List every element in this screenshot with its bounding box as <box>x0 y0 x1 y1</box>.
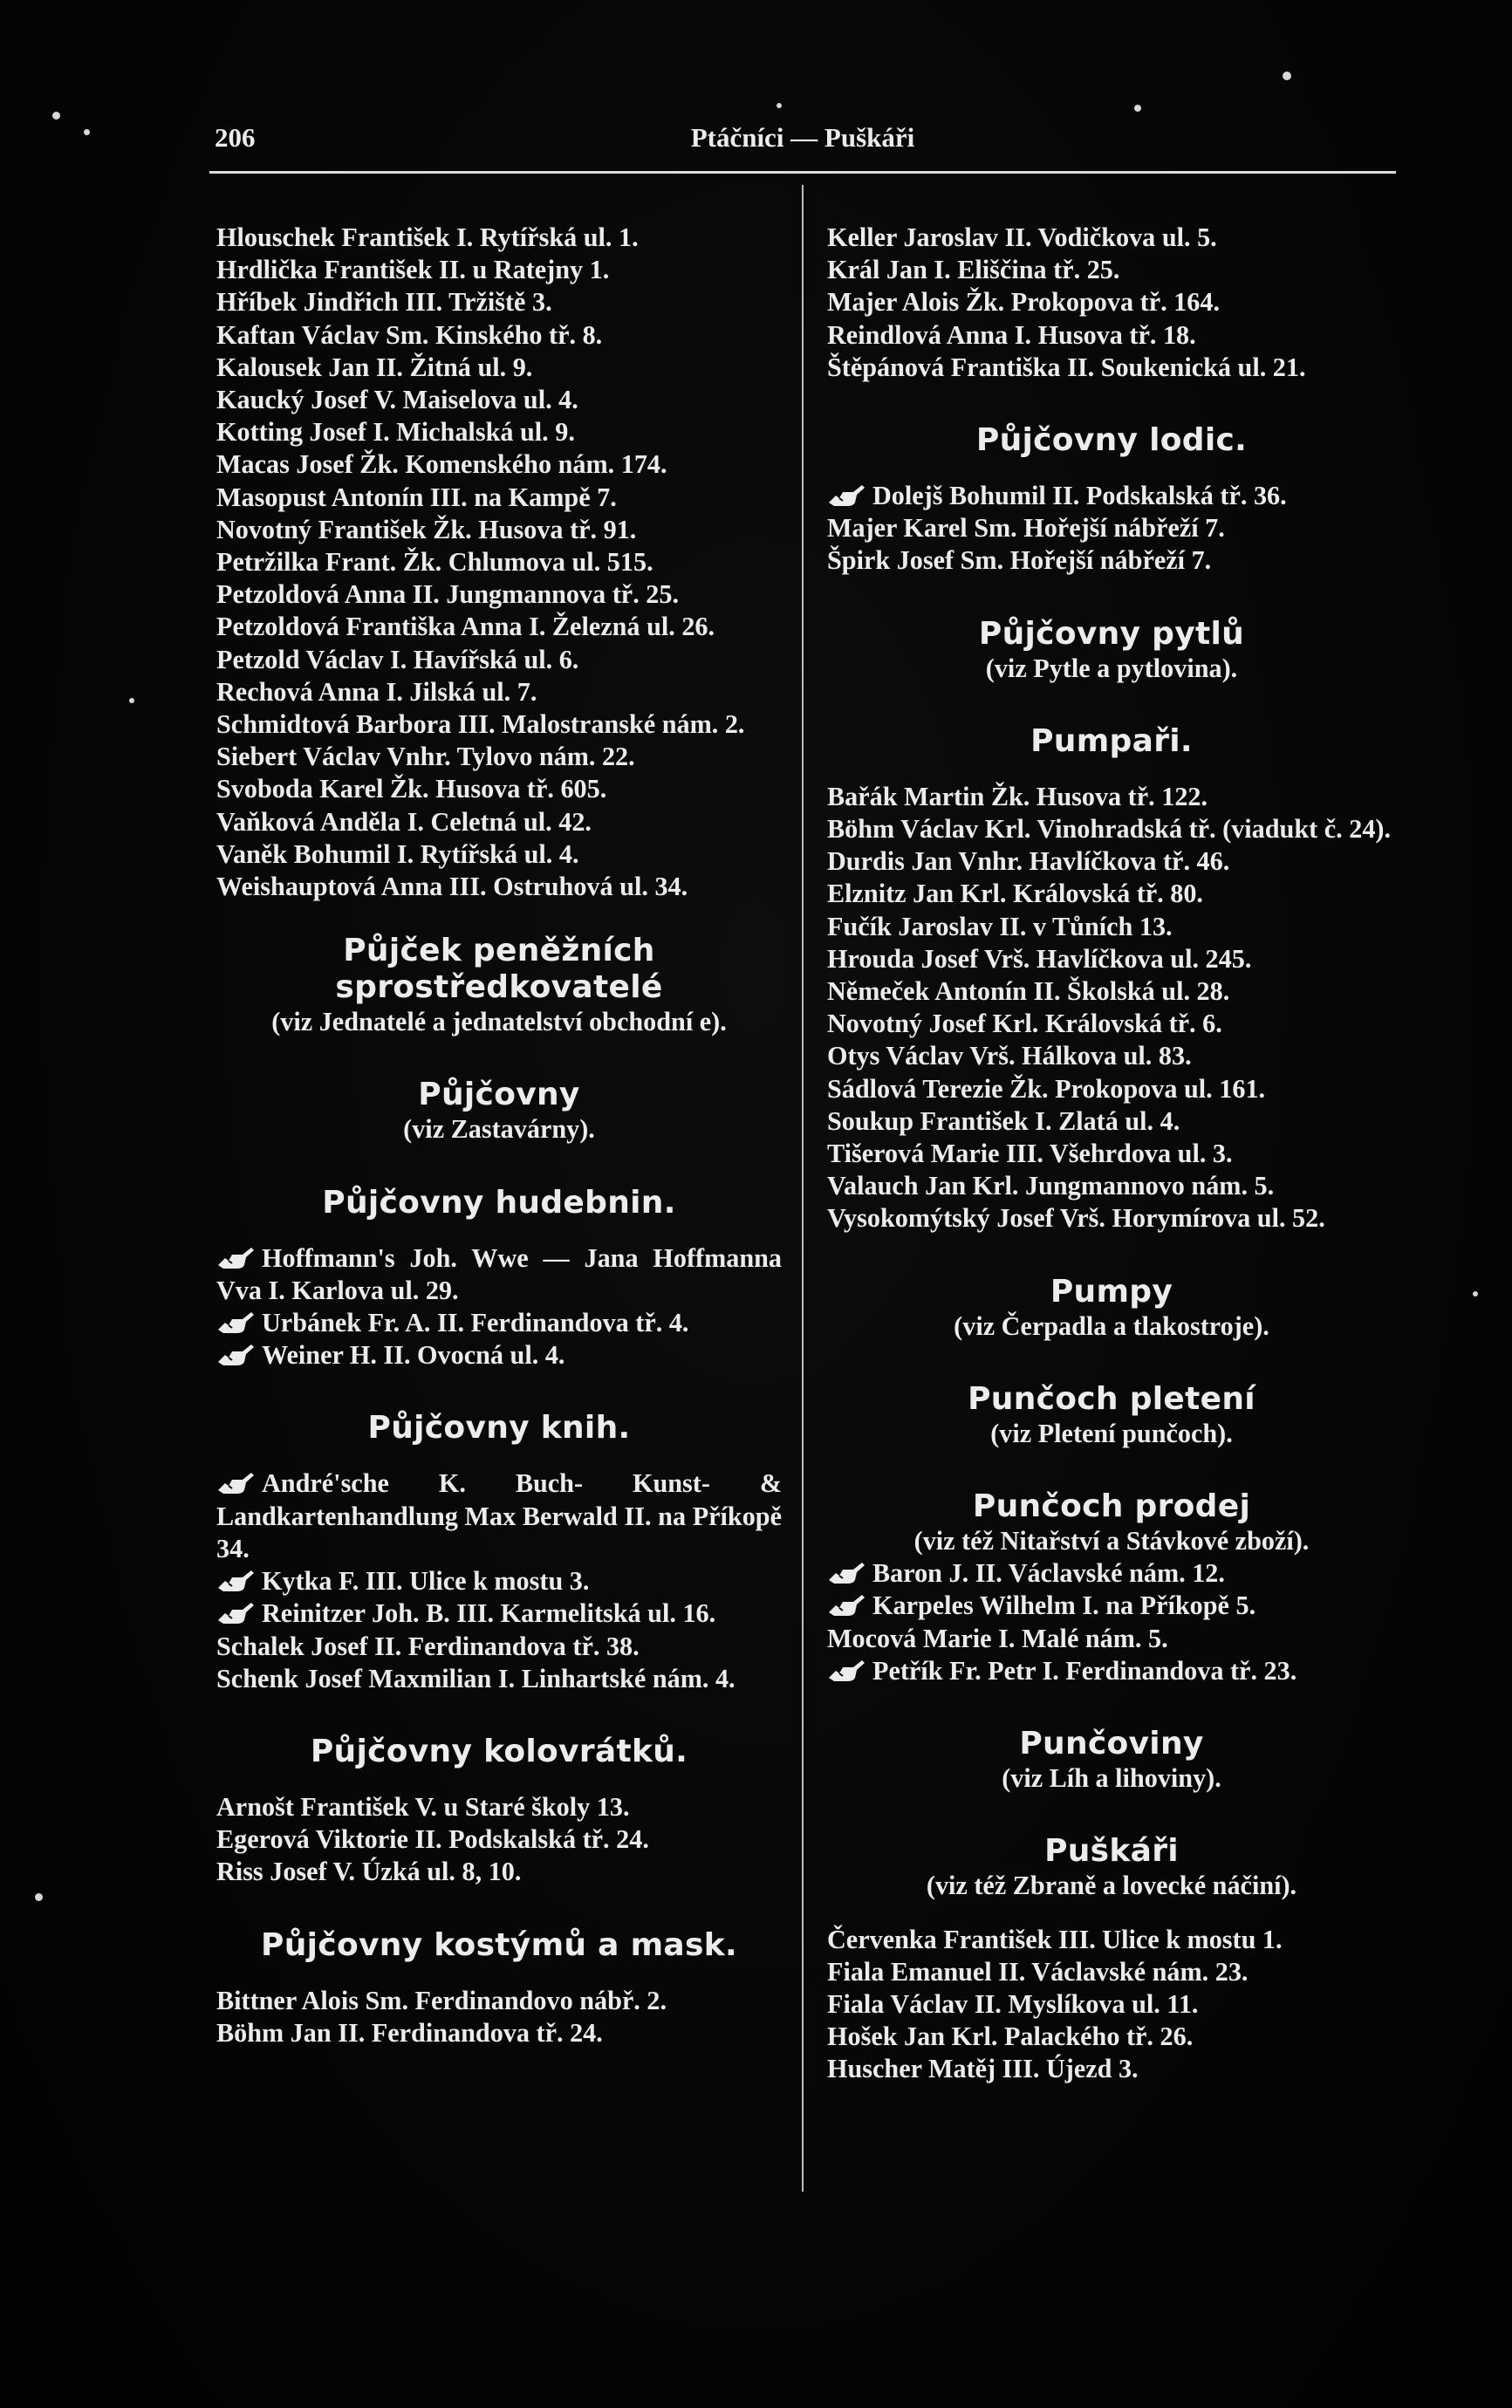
section-heading <box>827 1274 1396 1310</box>
heading-text: Půjčovny pytlů <box>978 615 1245 652</box>
entry-text: Böhm Václav Krl. Vinohradská tř. (viadukt č. 24). <box>827 814 1392 845</box>
entry-text: Weishauptová Anna III. Ostruhová ul. 34. <box>216 872 688 902</box>
entry-text: Otys Václav Vrš. Hálkova ul. 83. <box>827 1041 1192 1071</box>
entry-text: Karpeles Wilhelm I. na Příkopě 5. <box>872 1591 1256 1621</box>
directory-entry <box>827 1623 1396 1655</box>
pointing-hand-icon <box>827 1559 867 1585</box>
directory-entry <box>827 1956 1396 1988</box>
entry-text: Majer Karel Sm. Hořejší nábřeží 7. <box>827 513 1225 544</box>
directory-entry <box>827 878 1396 910</box>
directory-entry <box>827 975 1396 1008</box>
speck <box>35 1893 43 1901</box>
entry-text: Huscher Matěj III. Újezd 3. <box>827 2054 1139 2084</box>
directory-entry <box>216 448 782 481</box>
directory-entry <box>216 1791 782 1823</box>
entry-text: Petřík Fr. Petr I. Ferdinandova tř. 23. <box>872 1655 1297 1686</box>
section-heading <box>827 1381 1396 1418</box>
entry-text: Petzoldová Františka Anna I. Železná ul. 26. <box>216 612 715 642</box>
page-header <box>209 122 1396 161</box>
directory-entry <box>827 813 1396 845</box>
spacer <box>216 1695 782 1734</box>
directory-entry <box>216 676 782 708</box>
directory-entry <box>216 286 782 318</box>
reference-text: (viz též Nitařství a Stávkové zboží). <box>913 1526 1310 1556</box>
directory-entry <box>216 611 782 643</box>
directory-entry <box>216 546 782 578</box>
entry-text: Weiner H. II. Ovocná ul. 4. <box>262 1340 565 1371</box>
directory-entry <box>216 2017 782 2049</box>
entry-text: Urbánek Fr. A. II. Ferdinandova tř. 4. <box>262 1308 689 1338</box>
entry-text: Rechová Anna I. Jilská ul. 7. <box>216 676 537 707</box>
cross-reference <box>216 1113 782 1146</box>
spacer <box>827 760 1396 781</box>
section-heading <box>827 1488 1396 1525</box>
entry-text: Arnošt František V. u Staré školy 13. <box>216 1791 630 1822</box>
directory-entry <box>827 1924 1396 1956</box>
heading-text: Půjčovny kolovrátků. <box>310 1733 688 1769</box>
section-heading <box>216 1734 782 1770</box>
directory-entry <box>216 741 782 773</box>
entry-text: Červenka František III. Ulice k mostu 1. <box>827 1924 1283 1954</box>
entry-text: André'sche K. Buch- Kunst- & Landkartenhandlung Max Berwald II. na Příkopě 34. <box>216 1468 782 1563</box>
directory-entry <box>216 806 782 838</box>
directory-entry <box>216 482 782 514</box>
directory-entry <box>216 644 782 676</box>
entry-text: Bittner Alois Sm. Ferdinandovo nábř. 2. <box>216 1985 667 2015</box>
spacer <box>827 685 1396 723</box>
section-heading <box>216 1410 782 1447</box>
entry-text: Špirk Josef Sm. Hořejší nábřeží 7. <box>827 545 1212 576</box>
heading-text: Puškáři <box>1044 1833 1179 1870</box>
spacer <box>216 903 782 933</box>
entry-text: Keller Jaroslav II. Vodičkova ul. 5. <box>827 222 1217 252</box>
spacer <box>216 1221 782 1242</box>
entry-text: Hrdlička František II. u Ratejny 1. <box>216 255 610 285</box>
section-heading <box>216 933 782 1006</box>
entry-text: Fiala Václav II. Myslíkova ul. 11. <box>827 1988 1199 2019</box>
entry-text: Vaňková Anděla I. Celetná ul. 42. <box>216 806 592 837</box>
section-heading <box>827 616 1396 653</box>
directory-entry <box>827 845 1396 878</box>
entry-text: Egerová Viktorie II. Podskalská tř. 24. <box>216 1824 649 1855</box>
heading-text: Půjčovny hudebnin. <box>322 1184 676 1221</box>
entry-text: Dolejš Bohumil II. Podskalská tř. 36. <box>872 481 1287 511</box>
left-column <box>216 222 782 2049</box>
directory-entry <box>827 1170 1396 1202</box>
spacer <box>827 578 1396 616</box>
directory-entry <box>216 1985 782 2017</box>
reference-text: (viz Čerpadla a tlakostroje). <box>954 1310 1269 1341</box>
directory-entry <box>827 2053 1396 2085</box>
directory-entry <box>827 254 1396 286</box>
directory-entry <box>827 911 1396 943</box>
directory-entry <box>827 1008 1396 1040</box>
entry-text: Sádlová Terezie Žk. Prokopova ul. 161. <box>827 1073 1266 1104</box>
running-head: Ptáčníci — Puškáři <box>690 122 915 153</box>
spacer <box>827 459 1396 480</box>
directory-entry <box>827 512 1396 544</box>
directory-entry <box>827 319 1396 352</box>
cross-reference <box>827 1870 1396 1902</box>
entry-text: Fiala Emanuel II. Václavské nám. 23. <box>827 1956 1249 1987</box>
directory-entry <box>216 1339 782 1372</box>
pointing-hand-icon <box>216 1244 257 1270</box>
section-heading <box>827 1726 1396 1762</box>
directory-entry <box>216 384 782 416</box>
heading-text: Pumpy <box>1050 1273 1173 1310</box>
spacer <box>216 1770 782 1791</box>
pointing-hand-icon <box>216 1309 257 1335</box>
pointing-hand-icon <box>827 482 867 508</box>
directory-entry <box>216 514 782 546</box>
directory-entry <box>216 1565 782 1597</box>
entry-text: Tišerová Marie III. Všehrdova ul. 3. <box>827 1139 1233 1169</box>
entry-text: Riss Josef V. Úzká ul. 8, 10. <box>216 1857 522 1887</box>
entry-text: Soukup František I. Zlatá ul. 4. <box>827 1105 1180 1136</box>
entry-text: Reinitzer Joh. B. III. Karmelitská ul. 16. <box>262 1598 716 1629</box>
entry-text: Petržilka Frant. Žk. Chlumova ul. 515. <box>216 547 653 578</box>
directory-entry <box>827 1202 1396 1235</box>
entry-text: Bařák Martin Žk. Husova tř. 122. <box>827 781 1208 811</box>
directory-entry <box>216 1663 782 1695</box>
spacer <box>827 1687 1396 1726</box>
directory-entry <box>827 1138 1396 1170</box>
heading-text: Půjček peněžních sprostředkovatelé <box>335 933 663 1006</box>
pointing-hand-icon <box>216 1567 257 1593</box>
entry-text: Petzoldová Anna II. Jungmannova tř. 25. <box>216 579 680 610</box>
reference-text: (viz též Zbraně a lovecké náčiní). <box>926 1871 1297 1901</box>
section-heading <box>827 1833 1396 1870</box>
heading-text: Punčoviny <box>1019 1726 1204 1762</box>
speck <box>1473 1291 1478 1296</box>
directory-entry <box>216 254 782 286</box>
directory-entry <box>216 1631 782 1663</box>
directory-entry <box>216 773 782 805</box>
entry-text: Novotný Josef Krl. Královská tř. 6. <box>827 1009 1222 1039</box>
spacer <box>827 384 1396 422</box>
heading-text: Punčoch pletení <box>968 1380 1255 1417</box>
entry-text: Baron J. II. Václavské nám. 12. <box>872 1558 1225 1589</box>
entry-text: Hříbek Jindřich III. Tržiště 3. <box>216 287 552 318</box>
directory-entry <box>827 480 1396 512</box>
entry-text: Durdis Jan Vnhr. Havlíčkova tř. 46. <box>827 846 1230 877</box>
section-heading <box>216 1927 782 1964</box>
section-heading <box>827 422 1396 459</box>
heading-text: Půjčovny knih. <box>367 1410 631 1447</box>
speck <box>129 698 134 703</box>
directory-entry <box>216 1307 782 1339</box>
directory-entry <box>827 1590 1396 1622</box>
entry-text: Fučík Jaroslav II. v Tůních 13. <box>827 911 1173 941</box>
entry-text: Böhm Jan II. Ferdinandova tř. 24. <box>216 2017 603 2048</box>
entry-text: Kytka F. III. Ulice k mostu 3. <box>262 1566 590 1597</box>
pointing-hand-icon <box>216 1469 257 1495</box>
entry-text: Siebert Václav Vnhr. Tylovo nám. 22. <box>216 742 635 772</box>
entry-text: Král Jan I. Eliščina tř. 25. <box>827 255 1120 285</box>
right-column <box>827 222 1396 2086</box>
directory-entry <box>827 1040 1396 1072</box>
entry-text: Reindlová Anna I. Husova tř. 18. <box>827 319 1196 350</box>
directory-entry <box>827 943 1396 975</box>
entry-text: Hlouschek František I. Rytířská ul. 1. <box>216 222 639 252</box>
entry-text: Hrouda Josef Vrš. Havlíčkova ul. 245. <box>827 943 1252 974</box>
spacer <box>827 1450 1396 1488</box>
speck <box>777 103 782 108</box>
spacer <box>216 1447 782 1467</box>
entry-text: Štěpánová Františka II. Soukenická ul. 21. <box>827 352 1306 382</box>
directory-entry <box>827 286 1396 318</box>
entry-text: Novotný František Žk. Husova tř. 91. <box>216 514 637 544</box>
entry-text: Svoboda Karel Žk. Husova tř. 605. <box>216 774 607 804</box>
header-rule <box>209 171 1396 174</box>
directory-entry <box>216 319 782 352</box>
directory-entry <box>827 1105 1396 1138</box>
directory-entry <box>827 352 1396 384</box>
page-number: 206 <box>215 122 256 153</box>
spacer <box>216 1038 782 1077</box>
directory-entry <box>827 1988 1396 2021</box>
reference-text: (viz Pytle a pytlovina). <box>985 653 1238 683</box>
directory-entry <box>216 352 782 384</box>
cross-reference <box>827 1525 1396 1557</box>
directory-entry <box>216 222 782 254</box>
directory-entry <box>216 1242 782 1307</box>
directory-entry <box>827 222 1396 254</box>
directory-entry <box>216 578 782 611</box>
directory-entry <box>827 1073 1396 1105</box>
speck <box>52 112 60 120</box>
entry-text: Kaftan Václav Sm. Kinského tř. 8. <box>216 319 603 350</box>
section-heading <box>827 723 1396 760</box>
directory-entry <box>827 544 1396 577</box>
spacer <box>827 1343 1396 1381</box>
section-heading <box>216 1077 782 1113</box>
cross-reference <box>827 1762 1396 1795</box>
entry-text: Kotting Josef I. Michalská ul. 9. <box>216 417 575 448</box>
entry-text: Vaněk Bohumil I. Rytířská ul. 4. <box>216 838 579 869</box>
spacer <box>216 1964 782 1985</box>
heading-text: Pumpaři. <box>1030 722 1193 759</box>
entry-text: Hoffmann's Joh. Wwe — Jana Hoffmanna Vva I. Karlova ul. 29. <box>216 1242 782 1305</box>
directory-entry <box>827 1655 1396 1687</box>
speck <box>84 129 90 135</box>
spacer <box>827 1795 1396 1833</box>
speck <box>1283 72 1291 80</box>
entry-text: Schalek Josef II. Ferdinandova tř. 38. <box>216 1631 640 1661</box>
directory-entry <box>216 1467 782 1565</box>
entry-text: Mocová Marie I. Malé nám. 5. <box>827 1623 1168 1653</box>
directory-entry <box>216 838 782 871</box>
cross-reference <box>827 1418 1396 1450</box>
pointing-hand-icon <box>827 1591 867 1618</box>
entry-text: Majer Alois Žk. Prokopova tř. 164. <box>827 287 1221 318</box>
heading-text: Půjčovny kostýmů a mask. <box>261 1926 737 1963</box>
directory-entry <box>216 416 782 448</box>
directory-entry <box>216 1597 782 1630</box>
entry-text: Macas Josef Žk. Komenského nám. 174. <box>216 449 667 480</box>
speck <box>1134 105 1141 112</box>
entry-text: Němeček Antonín II. Školská ul. 28. <box>827 976 1230 1007</box>
reference-text: (viz Líh a lihoviny). <box>1002 1763 1221 1794</box>
entry-text: Kaucký Josef V. Maiselova ul. 4. <box>216 385 578 415</box>
cross-reference <box>216 1006 782 1038</box>
pointing-hand-icon <box>216 1599 257 1625</box>
heading-text: Půjčovny <box>418 1077 580 1113</box>
reference-text: (viz Pletení punčoch). <box>990 1418 1233 1448</box>
section-heading <box>216 1185 782 1221</box>
heading-text: Půjčovny lodic. <box>975 422 1248 459</box>
directory-entry <box>827 2021 1396 2053</box>
pointing-hand-icon <box>216 1341 257 1367</box>
reference-text: (viz Jednatelé a jednatelství obchodní e). <box>271 1007 727 1037</box>
spacer <box>216 1889 782 1927</box>
directory-entry <box>216 1823 782 1856</box>
spacer <box>216 1146 782 1185</box>
entry-text: Kalousek Jan II. Žitná ul. 9. <box>216 352 533 382</box>
directory-entry <box>827 1557 1396 1590</box>
directory-entry <box>827 781 1396 813</box>
cross-reference <box>827 1310 1396 1343</box>
pointing-hand-icon <box>827 1657 867 1683</box>
entry-text: Vysokomýtský Josef Vrš. Horymírova ul. 52. <box>827 1203 1325 1234</box>
entry-text: Valauch Jan Krl. Jungmannovo nám. 5. <box>827 1171 1275 1201</box>
entry-text: Hošek Jan Krl. Palackého tř. 26. <box>827 2021 1194 2052</box>
spacer <box>827 1903 1396 1924</box>
column-divider <box>802 185 804 2192</box>
heading-text: Punčoch prodej <box>972 1488 1251 1525</box>
reference-text: (viz Zastavárny). <box>403 1114 595 1145</box>
directory-entry <box>216 708 782 741</box>
entry-text: Elznitz Jan Krl. Královská tř. 80. <box>827 879 1203 909</box>
spacer <box>216 1372 782 1410</box>
cross-reference <box>827 653 1396 685</box>
entry-text: Petzold Václav I. Havířská ul. 6. <box>216 644 579 674</box>
entry-text: Schmidtová Barbora III. Malostranské nám. 2. <box>216 709 745 740</box>
directory-entry <box>216 871 782 903</box>
spacer <box>827 1235 1396 1274</box>
entry-text: Schenk Josef Maxmilian I. Linhartské nám. 4. <box>216 1663 735 1693</box>
directory-entry <box>216 1856 782 1888</box>
entry-text: Masopust Antonín III. na Kampě 7. <box>216 482 617 512</box>
